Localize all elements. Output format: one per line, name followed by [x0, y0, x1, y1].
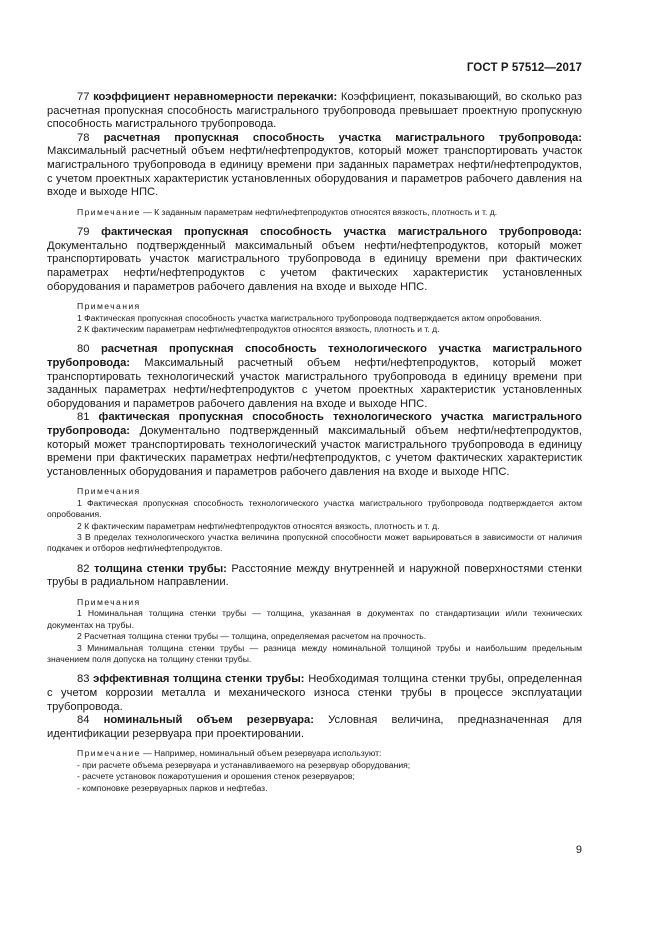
- term-83: [47, 673, 582, 714]
- term-number: 84: [77, 714, 90, 727]
- term-82: [47, 563, 582, 590]
- term-77: [47, 91, 582, 132]
- term-number: 83: [77, 673, 90, 686]
- term-definition: Расстояние между внутренней и наружной поверхностями стенки трубы в радиальном направлении.: [47, 562, 583, 589]
- term-title: расчетная пропускная способность участка магистрального трубопровода:: [103, 131, 582, 144]
- term-title: эффективная толщина стенки трубы:: [93, 673, 305, 686]
- term-definition: Документально подтвержденный максимальный объем нефти/нефтепродуктов, который может транспортировать участок магистрального трубопровода в единицу времени при фактических параметрах нефти/нефтепродуктов с учетом фактических характеристик установленных оборудования и параметров рабочего давления на входе и выходе НПС.: [47, 239, 582, 293]
- note-text: — Например, номинальный объем резервуара используют:: [143, 748, 382, 759]
- note-item: 2 К фактическим параметрам нефти/нефтепродуктов относятся вязкость, плотность и т. д.: [77, 323, 440, 334]
- note-label: Примечание: [77, 206, 141, 217]
- term-81: [47, 411, 582, 479]
- term-84: [47, 714, 582, 741]
- term-title: расчетная пропускная способность технологического участка магистрального трубопровода:: [47, 343, 583, 369]
- note-item: 3 В пределах технологического участка величина пропускной способности может варьироваться в зависимости от наличия подкачек и отборов нефти/нефтепродуктов.: [47, 531, 582, 554]
- note-bullet: - компоновке резервуарных парков и нефтебаз.: [77, 782, 268, 793]
- page-number: 9: [575, 844, 582, 856]
- note-78: [47, 207, 582, 218]
- term-definition: Максимальный расчетный объем нефти/нефтепродуктов, который может транспортировать технологический участок магистрального трубопровода в единицу времени при заданных параметрах нефти/нефтепродуктов с учетом проектных характеристик установленных оборудования и параметров рабочего давления на входе и выходе НПС.: [47, 356, 582, 410]
- term-definition: Необходимая толщина стенки трубы, определенная с учетом коррозии металла и механического износа стенки трубы в процессе эксплуатации трубопровода.: [47, 673, 583, 713]
- term-title: фактическая пропускная способность технологического участка магистрального трубопровода:: [47, 411, 582, 437]
- term-80: [47, 343, 582, 411]
- note-item: 1 Фактическая пропускная способность технологического участка магистрального трубопровода подтверждается актом опробования.: [47, 497, 582, 520]
- term-number: 79: [77, 226, 90, 239]
- term-definition: Документально подтвержденный максимальный объем нефти/нефтепродуктов, который может транспортировать технологический участок магистрального трубопровода в единицу времени при фактических параметрах нефти/нефтепродуктов, с учетом фактических характеристик установленных оборудования и параметров рабочего давления на входе и выходе НПС.: [47, 424, 582, 478]
- term-number: 78: [77, 131, 90, 144]
- term-number: 82: [77, 562, 90, 575]
- note-item: 1 Фактическая пропускная способность участка магистрального трубопровода подтверждается актом опробования.: [77, 312, 542, 323]
- notes-heading: Примечания: [77, 596, 141, 607]
- term-definition: Максимальный расчетный объем нефти/нефтепродуктов, который может транспортировать участок магистрального трубопровода в единицу времени при заданных параметрах нефти/нефтепродуктов, с учетом проектных характеристик установленных оборудования и параметров рабочего давления на входе и выходе НПС.: [47, 145, 582, 199]
- page-content: [47, 91, 582, 794]
- note-bullet: - расчете установок пожаротушения и орошения стенок резервуаров;: [77, 771, 355, 782]
- note-item: 2 К фактическим параметрам нефти/нефтепродуктов относятся вязкость, плотность и т. д.: [77, 520, 440, 531]
- term-title: толщина стенки трубы:: [93, 562, 227, 575]
- term-title: фактическая пропускная способность участка магистрального трубопровода:: [101, 226, 582, 239]
- term-title: коэффициент неравномерности перекачки:: [93, 91, 338, 103]
- term-78: [47, 132, 582, 200]
- term-number: 77: [77, 91, 90, 103]
- note-bullet: - при расчете объема резервуара и устанавливаемого на резервуар оборудования;: [77, 759, 411, 770]
- term-definition: Коэффициент, показывающий, во сколько раз расчетная пропускная способность магистрального трубопровода превышает проектную пропускную способность магистрального трубопровода.: [47, 91, 583, 131]
- note-item: 2 Расчетная толщина стенки трубы — толщина, определяемая расчетом на прочность.: [77, 631, 427, 642]
- note-84: [47, 748, 582, 759]
- note-item: 3 Минимальная толщина стенки трубы — разница между номинальной толщиной трубы и наибольшим предельным значением поля допуска на толщину стенки трубы.: [47, 642, 582, 664]
- term-number: 81: [77, 411, 90, 424]
- term-definition: Условная величина, предназначенная для идентификации резервуара при проектировании.: [47, 714, 582, 740]
- note-text: — К заданным параметрам нефти/нефтепродуктов относятся вязкость, плотность и т. д.: [143, 206, 498, 217]
- notes-heading: Примечания: [77, 301, 141, 312]
- notes-heading: Примечания: [77, 486, 141, 497]
- note-label: Примечание: [77, 748, 141, 759]
- document-code: ГОСТ Р 57512—2017: [466, 62, 582, 74]
- term-79: [47, 226, 582, 294]
- note-item: 1 Номинальная толщина стенки трубы — толщина, указанная в документах по стандартизации и/или технических документах на трубы.: [47, 608, 582, 630]
- term-title: номинальный объем резервуара:: [103, 714, 314, 727]
- term-number: 80: [77, 343, 90, 356]
